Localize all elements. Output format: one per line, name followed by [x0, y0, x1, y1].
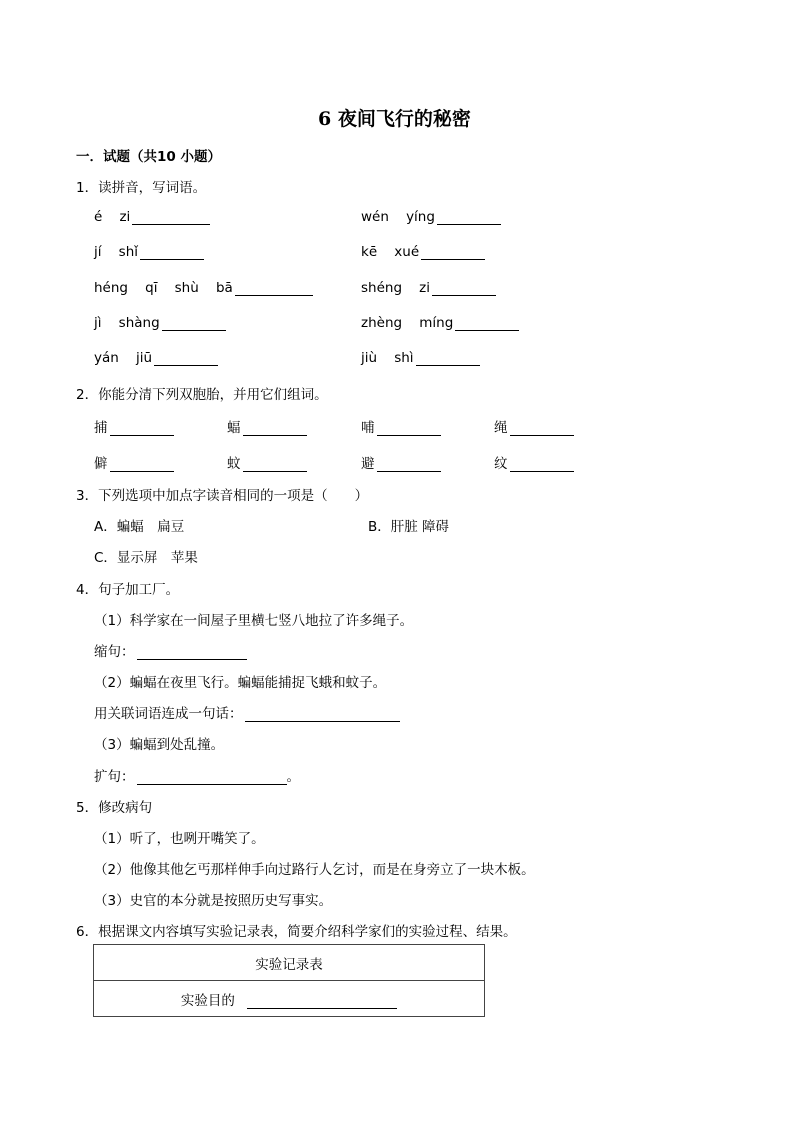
char: 避 — [361, 456, 375, 472]
table-row — [94, 981, 485, 1017]
answer-blank[interactable] — [437, 210, 501, 225]
pinyin-text: yán jiū — [94, 350, 153, 366]
table-header: 实验记录表 — [94, 945, 485, 981]
answer-line — [94, 765, 300, 785]
answer-blank[interactable] — [510, 457, 574, 472]
word-item — [494, 452, 574, 472]
pinyin-item — [94, 350, 218, 366]
word-item — [227, 452, 307, 472]
answer-blank[interactable] — [132, 210, 210, 225]
pinyin-item — [361, 244, 485, 260]
answer-blank[interactable] — [110, 421, 174, 436]
answer-blank[interactable] — [247, 994, 397, 1009]
pinyin-text: jì shàng — [94, 315, 160, 331]
answer-blank[interactable] — [421, 245, 485, 260]
answer-blank[interactable] — [432, 281, 496, 296]
char: 绳 — [494, 420, 508, 436]
pinyin-item — [94, 209, 210, 225]
option-a[interactable]: A．蝙蝠 扁豆 — [94, 519, 185, 535]
pinyin-text: é zi — [94, 209, 131, 225]
question-6-stem: 6．根据课文内容填写实验记录表，简要介绍科学家们的实验过程、结果。 — [76, 924, 517, 940]
answer-blank[interactable] — [245, 707, 400, 722]
word-item — [361, 416, 441, 436]
pinyin-item — [94, 244, 204, 260]
answer-blank[interactable] — [137, 645, 247, 660]
answer-blank[interactable] — [162, 316, 226, 331]
answer-blank[interactable] — [110, 457, 174, 472]
answer-blank[interactable] — [377, 457, 441, 472]
answer-line — [94, 640, 247, 660]
option-b[interactable]: B．肝脏 障碍 — [368, 519, 450, 535]
word-item — [94, 452, 174, 472]
question-4-stem: 4．句子加工厂。 — [76, 582, 180, 598]
pinyin-text: héng qī shù bā — [94, 280, 233, 296]
answer-blank[interactable] — [140, 245, 204, 260]
char: 蚊 — [227, 456, 241, 472]
question-1-stem: 1．读拼音，写词语。 — [76, 180, 207, 196]
question-5-stem: 5．修改病句 — [76, 800, 153, 816]
answer-prompt: 扩句： — [94, 769, 135, 785]
pinyin-item — [94, 315, 226, 331]
period: 。 — [286, 769, 300, 785]
char: 蝠 — [227, 420, 241, 436]
pinyin-text: kē xué — [361, 244, 420, 260]
question-3-stem: 3．下列选项中加点字读音相同的一项是（ ） — [76, 488, 369, 504]
answer-line — [94, 702, 400, 722]
sentence-item: （3）史官的本分就是按照历史写事实。 — [94, 893, 333, 909]
row-label: 实验目的 — [180, 992, 235, 1009]
answer-blank[interactable] — [455, 316, 519, 331]
answer-blank[interactable] — [510, 421, 574, 436]
sentence-item: （2）他像其他乞丐那样伸手向过路行人乞讨，而是在身旁立了一块木板。 — [94, 862, 535, 878]
word-item — [361, 452, 441, 472]
page-title: 6 夜间飞行的秘密 — [318, 108, 471, 130]
char: 捕 — [94, 420, 108, 436]
pinyin-text: shéng zi — [361, 280, 431, 296]
pinyin-text: zhèng míng — [361, 315, 454, 331]
answer-blank[interactable] — [416, 351, 480, 366]
word-item — [227, 416, 307, 436]
answer-blank[interactable] — [243, 457, 307, 472]
pinyin-item — [361, 280, 496, 296]
answer-prompt: 用关联词语连成一句话： — [94, 706, 243, 722]
answer-blank[interactable] — [377, 421, 441, 436]
option-c[interactable]: C．显示屏 苹果 — [94, 550, 198, 566]
answer-blank[interactable] — [137, 770, 287, 785]
answer-blank[interactable] — [243, 421, 307, 436]
pinyin-text: jí shǐ — [94, 244, 139, 260]
pinyin-item — [361, 350, 480, 366]
pinyin-text: jiù shì — [361, 350, 414, 366]
sub-question: （2）蝙蝠在夜里飞行。蝙蝠能捕捉飞蛾和蚊子。 — [94, 675, 387, 691]
answer-prompt: 缩句： — [94, 644, 135, 660]
answer-blank[interactable] — [235, 281, 313, 296]
experiment-table — [93, 944, 485, 1017]
section-heading: 一．试题（共10 小题） — [76, 149, 221, 165]
char: 哺 — [361, 420, 375, 436]
pinyin-item — [94, 280, 313, 296]
pinyin-item — [361, 209, 501, 225]
pinyin-text: wén yíng — [361, 209, 435, 225]
pinyin-item — [361, 315, 519, 331]
word-item — [94, 416, 174, 436]
sentence-item: （1）听了，也咧开嘴笑了。 — [94, 831, 265, 847]
question-2-stem: 2．你能分清下列双胞胎，并用它们组词。 — [76, 387, 328, 403]
answer-blank[interactable] — [154, 351, 218, 366]
sub-question: （1）科学家在一间屋子里横七竖八地拉了许多绳子。 — [94, 613, 414, 629]
char: 僻 — [94, 456, 108, 472]
word-item — [494, 416, 574, 436]
sub-question: （3）蝙蝠到处乱撞。 — [94, 737, 225, 753]
char: 纹 — [494, 456, 508, 472]
